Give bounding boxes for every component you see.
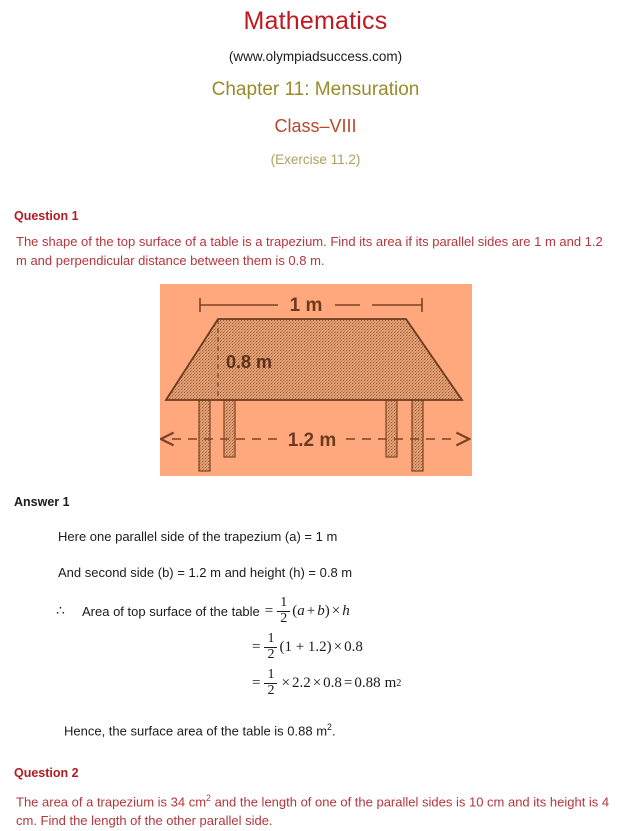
question-1-block [0, 208, 631, 270]
paren-close-1: ) [324, 602, 330, 619]
question-2-exponent: 2 [206, 792, 211, 803]
fraction-denominator-3: 2 [264, 683, 277, 699]
trapezium-top-surface [166, 319, 462, 400]
exercise-heading: (Exercise 11.2) [270, 152, 361, 167]
fraction-one-half-3 [264, 668, 277, 698]
site-url: (www.olympiadsuccess.com) [228, 49, 403, 64]
fraction-denominator-1: 2 [277, 611, 290, 627]
question-1-text: The shape of the top surface of a table is a trapezium. Find its area if its parallel sides are 1 m and 1.2 m and perpendicular distance between them is 0.8 m. [16, 234, 603, 268]
therefore-symbol: ∴ [56, 603, 65, 619]
height-label: 0.8 m [225, 352, 272, 372]
equals-sign-3: = [252, 674, 261, 691]
equals-sign-1: = [264, 602, 274, 619]
conclusion-suffix: . [331, 723, 336, 739]
question-2-label: Question 2 [14, 765, 79, 780]
answer-1-label: Answer 1 [14, 495, 70, 509]
times-sign-1: × [331, 602, 341, 619]
plus-sign-1: + [306, 602, 316, 619]
value-3a: 2.2 [291, 674, 311, 691]
equals-sign-3b: = [343, 674, 353, 691]
question-2-text-part-1: The area of a trapezium is 34 cm [16, 793, 207, 809]
variable-a: a [297, 602, 305, 619]
fraction-numerator-2: 1 [267, 631, 275, 647]
page-title: Mathematics [243, 7, 388, 35]
top-dimension-label: 1 m [289, 295, 322, 316]
answer-1-conclusion [64, 718, 631, 740]
question-2-text [16, 789, 617, 830]
times-sign-3b: × [312, 674, 322, 691]
variable-b: b [317, 602, 325, 619]
equals-sign-2: = [252, 638, 261, 655]
table-trapezium-figure [160, 284, 472, 476]
fraction-one-half-1 [277, 596, 290, 626]
chapter-heading: Chapter 11: Mensuration [211, 79, 420, 100]
result-unit: m [384, 674, 397, 691]
conclusion-exponent: 2 [327, 722, 332, 733]
fraction-numerator-1: 1 [280, 595, 288, 610]
question-2-text-part-2: and the length of one of the parallel sides is 10 cm and its height is 4 cm. Find the length of the other parallel side. [16, 793, 610, 828]
times-sign-3a: × [281, 674, 290, 691]
formula-step-2 [250, 632, 631, 662]
fraction-numerator-3: 1 [267, 667, 275, 683]
question-1-label: Question 1 [14, 209, 79, 223]
times-sign-2: × [333, 638, 343, 655]
document-header [0, 0, 631, 169]
answer-1-line-2: And second side (b) = 1.2 m and height (h) = 0.8 m [58, 565, 353, 580]
conclusion-prefix: Hence, the surface area of the table is 0.88 m [64, 723, 328, 739]
question-2-block [0, 765, 631, 830]
value-3b: 0.8 [323, 674, 342, 691]
class-heading: Class–VIII [274, 116, 357, 136]
fraction-denominator-2: 2 [264, 647, 277, 663]
formula-step-1 [0, 596, 631, 626]
variable-h: h [342, 602, 350, 619]
paren-open-1: ( [292, 602, 298, 619]
value-2: 0.8 [344, 638, 363, 655]
expression-2: (1 + 1.2) [279, 638, 332, 655]
figure-svg [160, 284, 472, 476]
bottom-dimension-label: 1.2 m [287, 430, 336, 451]
formula-label: Area of top surface of the table [82, 603, 260, 619]
answer-1-block [0, 494, 631, 741]
result-unit-exponent: 2 [396, 677, 402, 689]
answer-1-line-1: Here one parallel side of the trapezium (a) = 1 m [58, 529, 338, 544]
formula-step-3 [250, 668, 631, 698]
result-value: 0.88 [354, 674, 381, 691]
fraction-one-half-2 [264, 632, 277, 662]
